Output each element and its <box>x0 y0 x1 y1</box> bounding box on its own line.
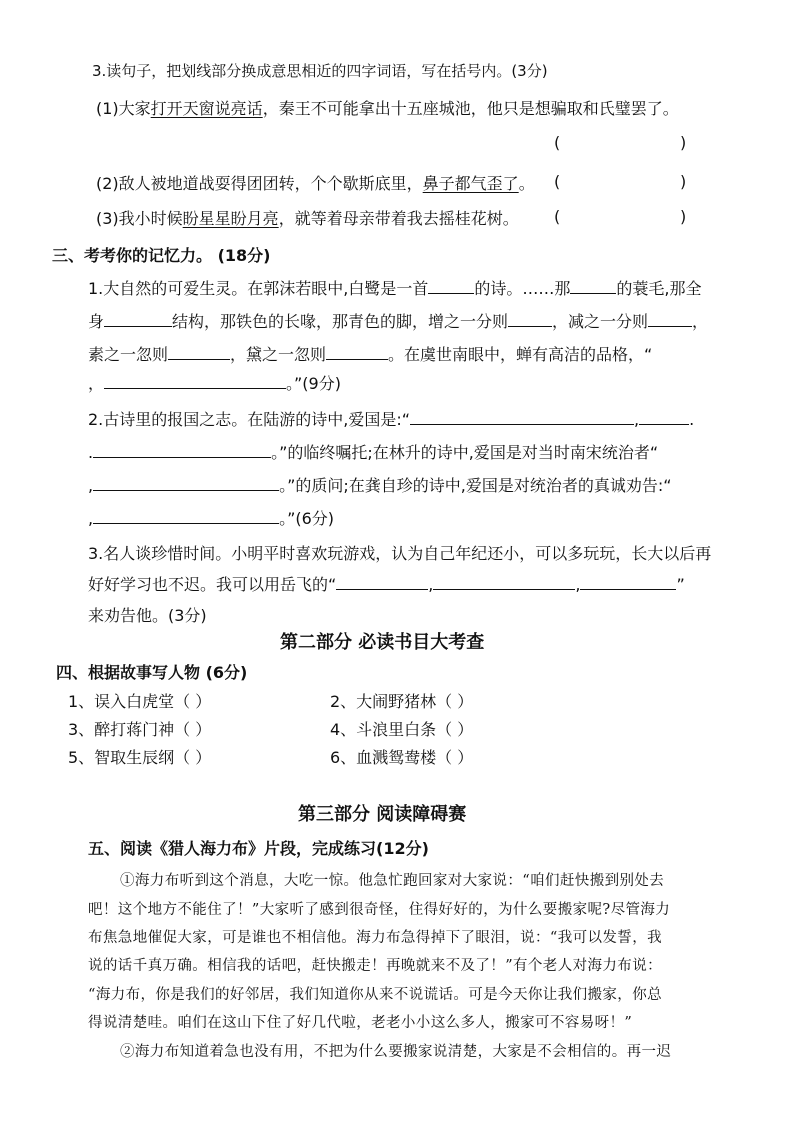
text: 素之一忽则 <box>88 345 169 364</box>
q3-item-3 <box>96 206 519 229</box>
text: , <box>88 476 94 495</box>
part-2-title: 第二部分 必读书目大考查 <box>280 632 485 653</box>
sec3-q3-line2 <box>88 572 685 595</box>
sec3-q1-line2 <box>88 309 708 332</box>
sec4-item-3: 3、醉打蒋门神（ ） <box>68 720 212 739</box>
text: ，黛之一忽则 <box>230 345 327 364</box>
q3-item-1-pre: (1)大家 <box>96 99 151 118</box>
q3-item-3-underlined: 盼星星盼月亮 <box>182 209 279 228</box>
blank-field[interactable] <box>433 588 575 590</box>
sec4-item-6: 6、血溅鸳鸯楼（ ） <box>330 748 474 767</box>
text: 身 <box>88 312 105 331</box>
q3-answer-1-close: ) <box>680 133 687 152</box>
sec3-q3-line1: 3.名人谈珍惜时间。小明平时喜欢玩游戏，认为自己年纪还小，可以多玩玩，长大以后再 <box>88 544 712 563</box>
blank-field[interactable] <box>648 325 692 327</box>
sec3-q1-line1 <box>88 276 701 299</box>
part-3-title: 第三部分 阅读障碍赛 <box>298 804 467 825</box>
text: 的诗。……那 <box>474 279 571 298</box>
q3-item-2-post: 。 <box>518 174 535 193</box>
blank-field[interactable] <box>428 292 474 294</box>
section-5-title: 五、阅读《猎人海力布》片段，完成练习(12分) <box>88 839 429 858</box>
text: , <box>634 410 640 429</box>
text: ， <box>88 374 105 393</box>
text: . <box>689 410 695 429</box>
blank-field[interactable] <box>104 325 172 327</box>
passage-line: 布焦急地催促大家，可是谁也不相信他。海力布急得掉下了眼泪，说：“我可以发誓，我 <box>88 930 663 946</box>
sec3-q2-line4 <box>88 506 334 529</box>
q3-answer-3-open[interactable]: ( <box>554 207 561 226</box>
passage-line: ①海力布听到这个消息，大吃一惊。他急忙跑回家对大家说：“咱们赶快搬到别处去 <box>120 873 665 889</box>
q3-answer-1-open[interactable]: ( <box>554 133 561 152</box>
sec4-item-2: 2、大闹野猪林（ ） <box>330 692 474 711</box>
text: 好好学习也不迟。我可以用岳飞的“ <box>88 575 337 594</box>
q3-item-1 <box>96 96 679 119</box>
text: . <box>88 443 94 462</box>
sec3-q1-line4 <box>88 371 341 394</box>
passage-line: 吧！这个地方不能住了！”大家听了感到很奇怪，住得好好的，为什么要搬家呢?尽管海力 <box>88 902 671 918</box>
q3-answer-2-open[interactable]: ( <box>554 172 561 191</box>
sec3-q1-line3 <box>88 342 652 365</box>
text: 。在虞世南眼中，蝉有高洁的品格，“ <box>388 345 653 364</box>
text: 的蓑毛,那全 <box>616 279 702 298</box>
blank-field[interactable] <box>93 522 279 524</box>
blank-field[interactable] <box>93 489 279 491</box>
blank-field[interactable] <box>168 358 230 360</box>
blank-field[interactable] <box>639 423 689 425</box>
q3-answer-3-close: ) <box>680 207 687 226</box>
section-3-title: 三、考考你的记忆力。 (18分) <box>52 246 271 265</box>
text: 。”(9分) <box>286 374 341 393</box>
blank-field[interactable] <box>104 387 286 389</box>
blank-field[interactable] <box>93 456 271 458</box>
sec4-item-1: 1、误入白虎堂（ ） <box>68 692 212 711</box>
text: , <box>88 509 94 528</box>
text: 结构，那铁色的长喙，那青色的脚，增之一分则 <box>172 312 509 331</box>
text: 2.古诗里的报国之志。在陆游的诗中,爱国是:“ <box>88 410 411 429</box>
sec3-q2-line1 <box>88 407 694 430</box>
text: 。”的临终嘱托;在林升的诗中,爱国是对当时南宋统治者“ <box>271 443 659 462</box>
passage-line: 得说清楚哇。咱们在这山下住了好几代啦，老老小小这么多人，搬家可不容易呀！” <box>88 1015 633 1031</box>
blank-field[interactable] <box>508 325 552 327</box>
text: 1.大自然的可爱生灵。在郭沫若眼中,白鹭是一首 <box>88 279 429 298</box>
blank-field[interactable] <box>326 358 388 360</box>
text: 。”的质问;在龚自珍的诗中,爱国是对统治者的真诚劝告:“ <box>279 476 672 495</box>
q3-item-1-underlined: 打开天窗说亮话 <box>150 99 263 118</box>
blank-field[interactable] <box>410 423 634 425</box>
q3-item-1-post: ，秦王不可能拿出十五座城池，他只是想骗取和氏璧罢了。 <box>262 99 679 118</box>
passage-line: “海力布，你是我们的好邻居，我们知道你从来不说谎话。可是今天你让我们搬家，你总 <box>88 987 663 1003</box>
blank-field[interactable] <box>570 292 616 294</box>
q3-item-2 <box>96 171 535 194</box>
text: ， <box>692 312 709 331</box>
sec3-q2-line2 <box>88 440 658 463</box>
text: 。”(6分) <box>279 509 335 528</box>
sec3-q2-line3 <box>88 473 672 496</box>
sec3-q3-line3: 来劝告他。(3分) <box>88 606 207 625</box>
q3-answer-2-close: ) <box>680 172 687 191</box>
q3-item-3-post: ，就等着母亲带着我去摇桂花树。 <box>278 209 519 228</box>
blank-field[interactable] <box>580 588 676 590</box>
q3-item-2-underlined: 鼻子都气歪了 <box>422 174 519 193</box>
text: ” <box>676 575 685 594</box>
blank-field[interactable] <box>336 588 428 590</box>
text: ，减之一分则 <box>552 312 649 331</box>
text: , <box>428 575 434 594</box>
passage-line: ②海力布知道着急也没有用，不把为什么要搬家说清楚，大家是不会相信的。再一迟 <box>120 1044 672 1060</box>
text: , <box>575 575 581 594</box>
sec4-item-4: 4、斗浪里白条（ ） <box>330 720 474 739</box>
q3-item-3-pre: (3)我小时候 <box>96 209 183 228</box>
q3-item-2-pre: (2)敌人被地道战耍得团团转，个个歇斯底里， <box>96 174 423 193</box>
sec4-item-5: 5、智取生辰纲（ ） <box>68 748 212 767</box>
section-4-title: 四、根据故事写人物 (6分) <box>56 663 248 682</box>
q3-title: 3.读句子，把划线部分换成意思相近的四字词语，写在括号内。(3分) <box>92 62 548 80</box>
passage-line: 说的话千真万确。相信我的话吧，赶快搬走！再晚就来不及了！”有个老人对海力布说： <box>88 958 663 974</box>
